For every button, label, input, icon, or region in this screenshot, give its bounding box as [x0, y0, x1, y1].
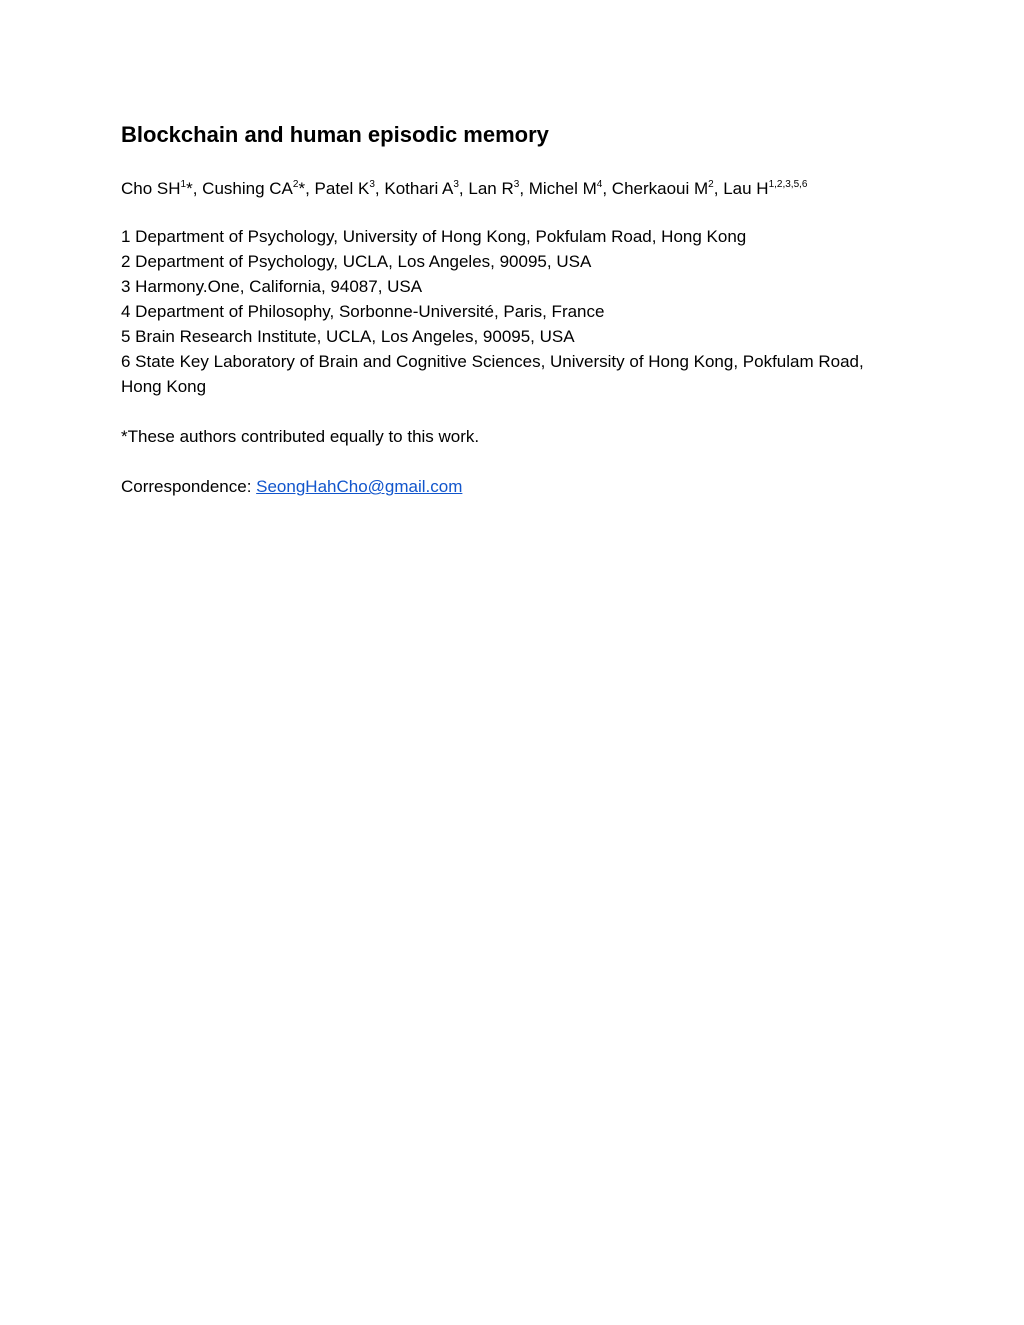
- affiliation: 6 State Key Laboratory of Brain and Cognitive Sciences, University of Hong Kong, Pokfulam Road, Hong Kong: [121, 352, 864, 396]
- correspondence-line: [121, 474, 891, 499]
- affiliation: 3 Harmony.One, California, 94087, USA: [121, 277, 423, 296]
- author: Kothari $A^3$: [384, 179, 459, 198]
- affiliation: 2 Department of Psychology, UCLA, Los Angeles, 90095, USA: [121, 252, 592, 271]
- author: Cho $SH^1*$: [121, 179, 193, 198]
- affiliation-list: [121, 224, 891, 399]
- author: Michel $M^4$: [528, 179, 603, 198]
- paper-title: Blockchain and human episodic memory: [121, 122, 549, 147]
- title-page-content: [121, 120, 891, 499]
- correspondence-label: Correspondence:: [121, 477, 257, 496]
- author-list: Cho $SH^1*$, Cushing $CA^2*$, Patel $K^3$, Kothari $A^3$, Lan $R^3$, Michel $M^4$, Cherkaoui $M^2$, Lau H$^{1,2,3,5,6}$: [121, 179, 808, 198]
- affiliation: 5 Brain Research Institute, UCLA, Los Angeles, 90095, USA: [121, 327, 575, 346]
- equal-contribution-note: *These authors contributed equally to this work.: [121, 427, 480, 446]
- author: Lau H$^{1,2,3,5,6}$: [723, 179, 808, 198]
- author: Cherkaoui $M^2$: [611, 179, 714, 198]
- author: Patel $K^3$: [314, 179, 375, 198]
- author: Cushing $CA^2*$: [202, 179, 306, 198]
- affiliation: 1 Department of Psychology, University of Hong Kong, Pokfulam Road, Hong Kong: [121, 227, 747, 246]
- author: Lan $R^3$: [468, 179, 520, 198]
- affiliation: 4 Department of Philosophy, Sorbonne-Université, Paris, France: [121, 302, 605, 321]
- correspondence-email-link[interactable]: SeongHahCho@gmail.com: [256, 477, 463, 496]
